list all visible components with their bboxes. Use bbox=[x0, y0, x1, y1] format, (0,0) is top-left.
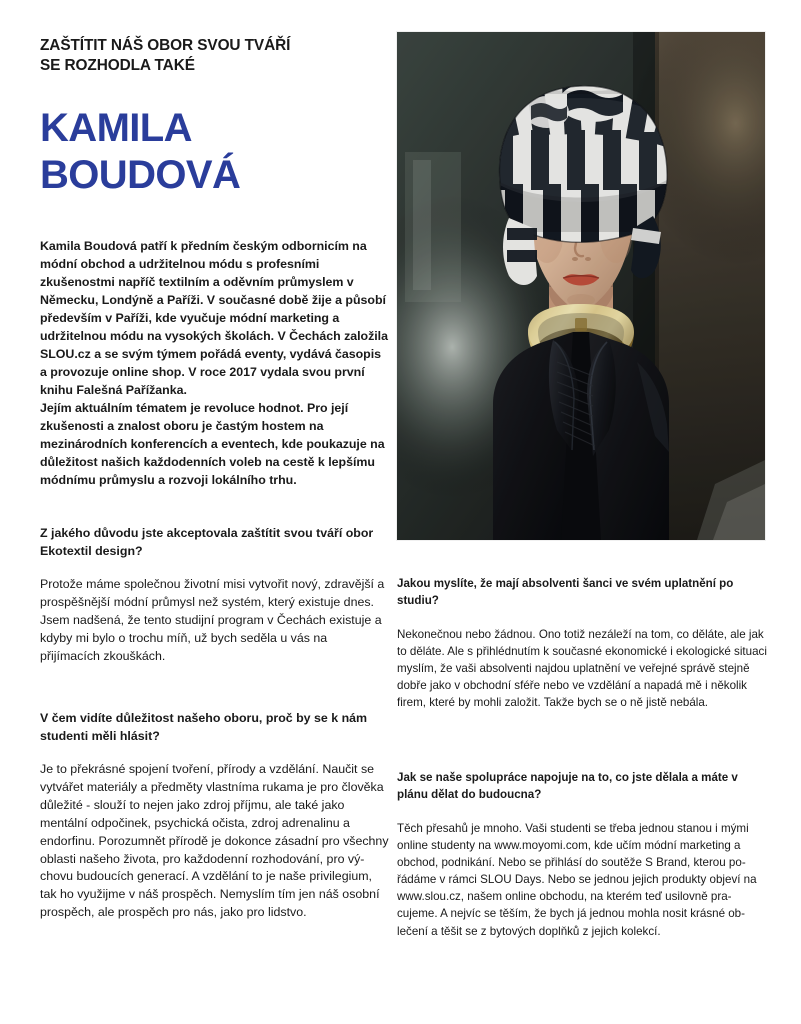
answer-text: Nekonečnou nebo žádnou. Ono totiž nezáleží na tom, co děláte, ale jak to děláte. Ale s přihlédnutím k současné ekonomické i ekologické situaci myslím, že vaši absolventi najdou uplatnění ve veřejné správě stejně dobře jako v obchodní sféře nebo ve vzdělání a napadá mě i několik firem, které by mohli založit. Takže bych se o ně jistě nebála. bbox=[397, 627, 767, 710]
question-heading: Jakou myslíte, že mají absolventi šanci ve svém uplatnění po studiu? bbox=[397, 577, 734, 607]
answer-text: Protože máme společnou životní misi vytvořit nový, zdravější a prospěšnější módní průmysl než systém, který existuje dnes. Jsem nadšená, že tento studijní program v Čechách existuje a kdyby mi bylo o trochu míň, už bych seděla u vás na přijímacích zkouškách. bbox=[40, 577, 385, 663]
question-heading: V čem vidíte důležitost našeho oboru, proč by se k nám studenti měli hlásit? bbox=[40, 711, 368, 743]
name-last: BOUDOVÁ bbox=[40, 153, 241, 198]
kicker-headline bbox=[40, 36, 390, 77]
left-column bbox=[40, 36, 390, 489]
bio-text bbox=[40, 237, 390, 490]
right-qa-1 bbox=[397, 576, 767, 711]
right-column bbox=[397, 32, 765, 540]
kicker-line-2: SE ROZHODLA TAKÉ bbox=[40, 57, 195, 75]
left-qa-2 bbox=[40, 710, 390, 922]
name-first: KAMILA bbox=[40, 105, 192, 150]
bio-paragraph-1: Kamila Boudová patří k předním českým odbornicím na módní obchod a udržitelnou módu s profesními zkušenostmi napříč textilním a oděvním průmyslem v Německu, Londýně a Paříži. V současné době žije a působí především v Paříži, kde vyučuje módní marketing a udržitelnou módu na vysokých školách. V Čechách založila SLOU.cz a se svým týmem pořádá eventy, vydává časopis a provozuje online shop. V roce 2017 vydala svou první knihu Falešná Pařížanka. bbox=[40, 238, 388, 398]
kicker-line-1: ZAŠTÍTIT NÁŠ OBOR SVOU TVÁŘÍ bbox=[40, 37, 291, 54]
portrait-photo bbox=[397, 32, 765, 540]
question-heading: Jak se naše spolupráce napojuje na to, co jste dělala a máte v plánu dělat do budoucna? bbox=[397, 771, 738, 801]
question-heading: Z jakého důvodu jste akceptovala zaštítit svou tváří obor Ekotextil design? bbox=[40, 526, 374, 558]
left-qa-1 bbox=[40, 525, 390, 666]
bio-paragraph-2: Jejím aktuálním tématem je revoluce hodnot. Pro její zkušenosti a znalost oboru je častým hostem na mezinárodních konferencích a eventech, kde poukazuje na důležitost našich každodenních voleb na cestě k lepšímu módnímu průmyslu a rozvoji lokálního trhu. bbox=[40, 401, 385, 488]
right-qa-2 bbox=[397, 770, 767, 940]
answer-text: Těch přesahů je mnoho. Vaši studenti se třeba jednou stanou i mými online studenty na www.moyomi.com, kde učím módní marketing a obchod, podnikání. Nebo se přihlásí do soutěže S Brand, kterou pořádáme v rámci SLOU Days. Nebo se jednou jejich produkty objeví na www.slou.cz, našem online obchodu, na kterém teď usilovně pracujeme. A nejvíc se těším, že bych já jednou mohla nosit krásné oblečení a těšit se z bytových doplňků z jejich kolekcí. bbox=[397, 821, 757, 938]
page-title bbox=[40, 107, 390, 197]
answer-text: Je to překrásné spojení tvoření, přírody a vzdělání. Naučit se vytvářet materiály a předměty vlastníma rukama je pro člověka důležité - slouží to nejen jako zdroj příjmu, ale také jako mentální odpočinek, psychická očista, zdroj adrenalinu a endorfinu. Porozumnět přírodě je dokonce zásadní pro všechny oblasti našeho života, pro každodenní rozhodování, pro výchovu budoucích generací. A vzdělání to je naše privilegium, tak ho využijme v náš prospěch. Nemyslím tím jen náš osobní prospěch, ale prospěch pro nás, jako pro lidstvo. bbox=[40, 762, 389, 920]
